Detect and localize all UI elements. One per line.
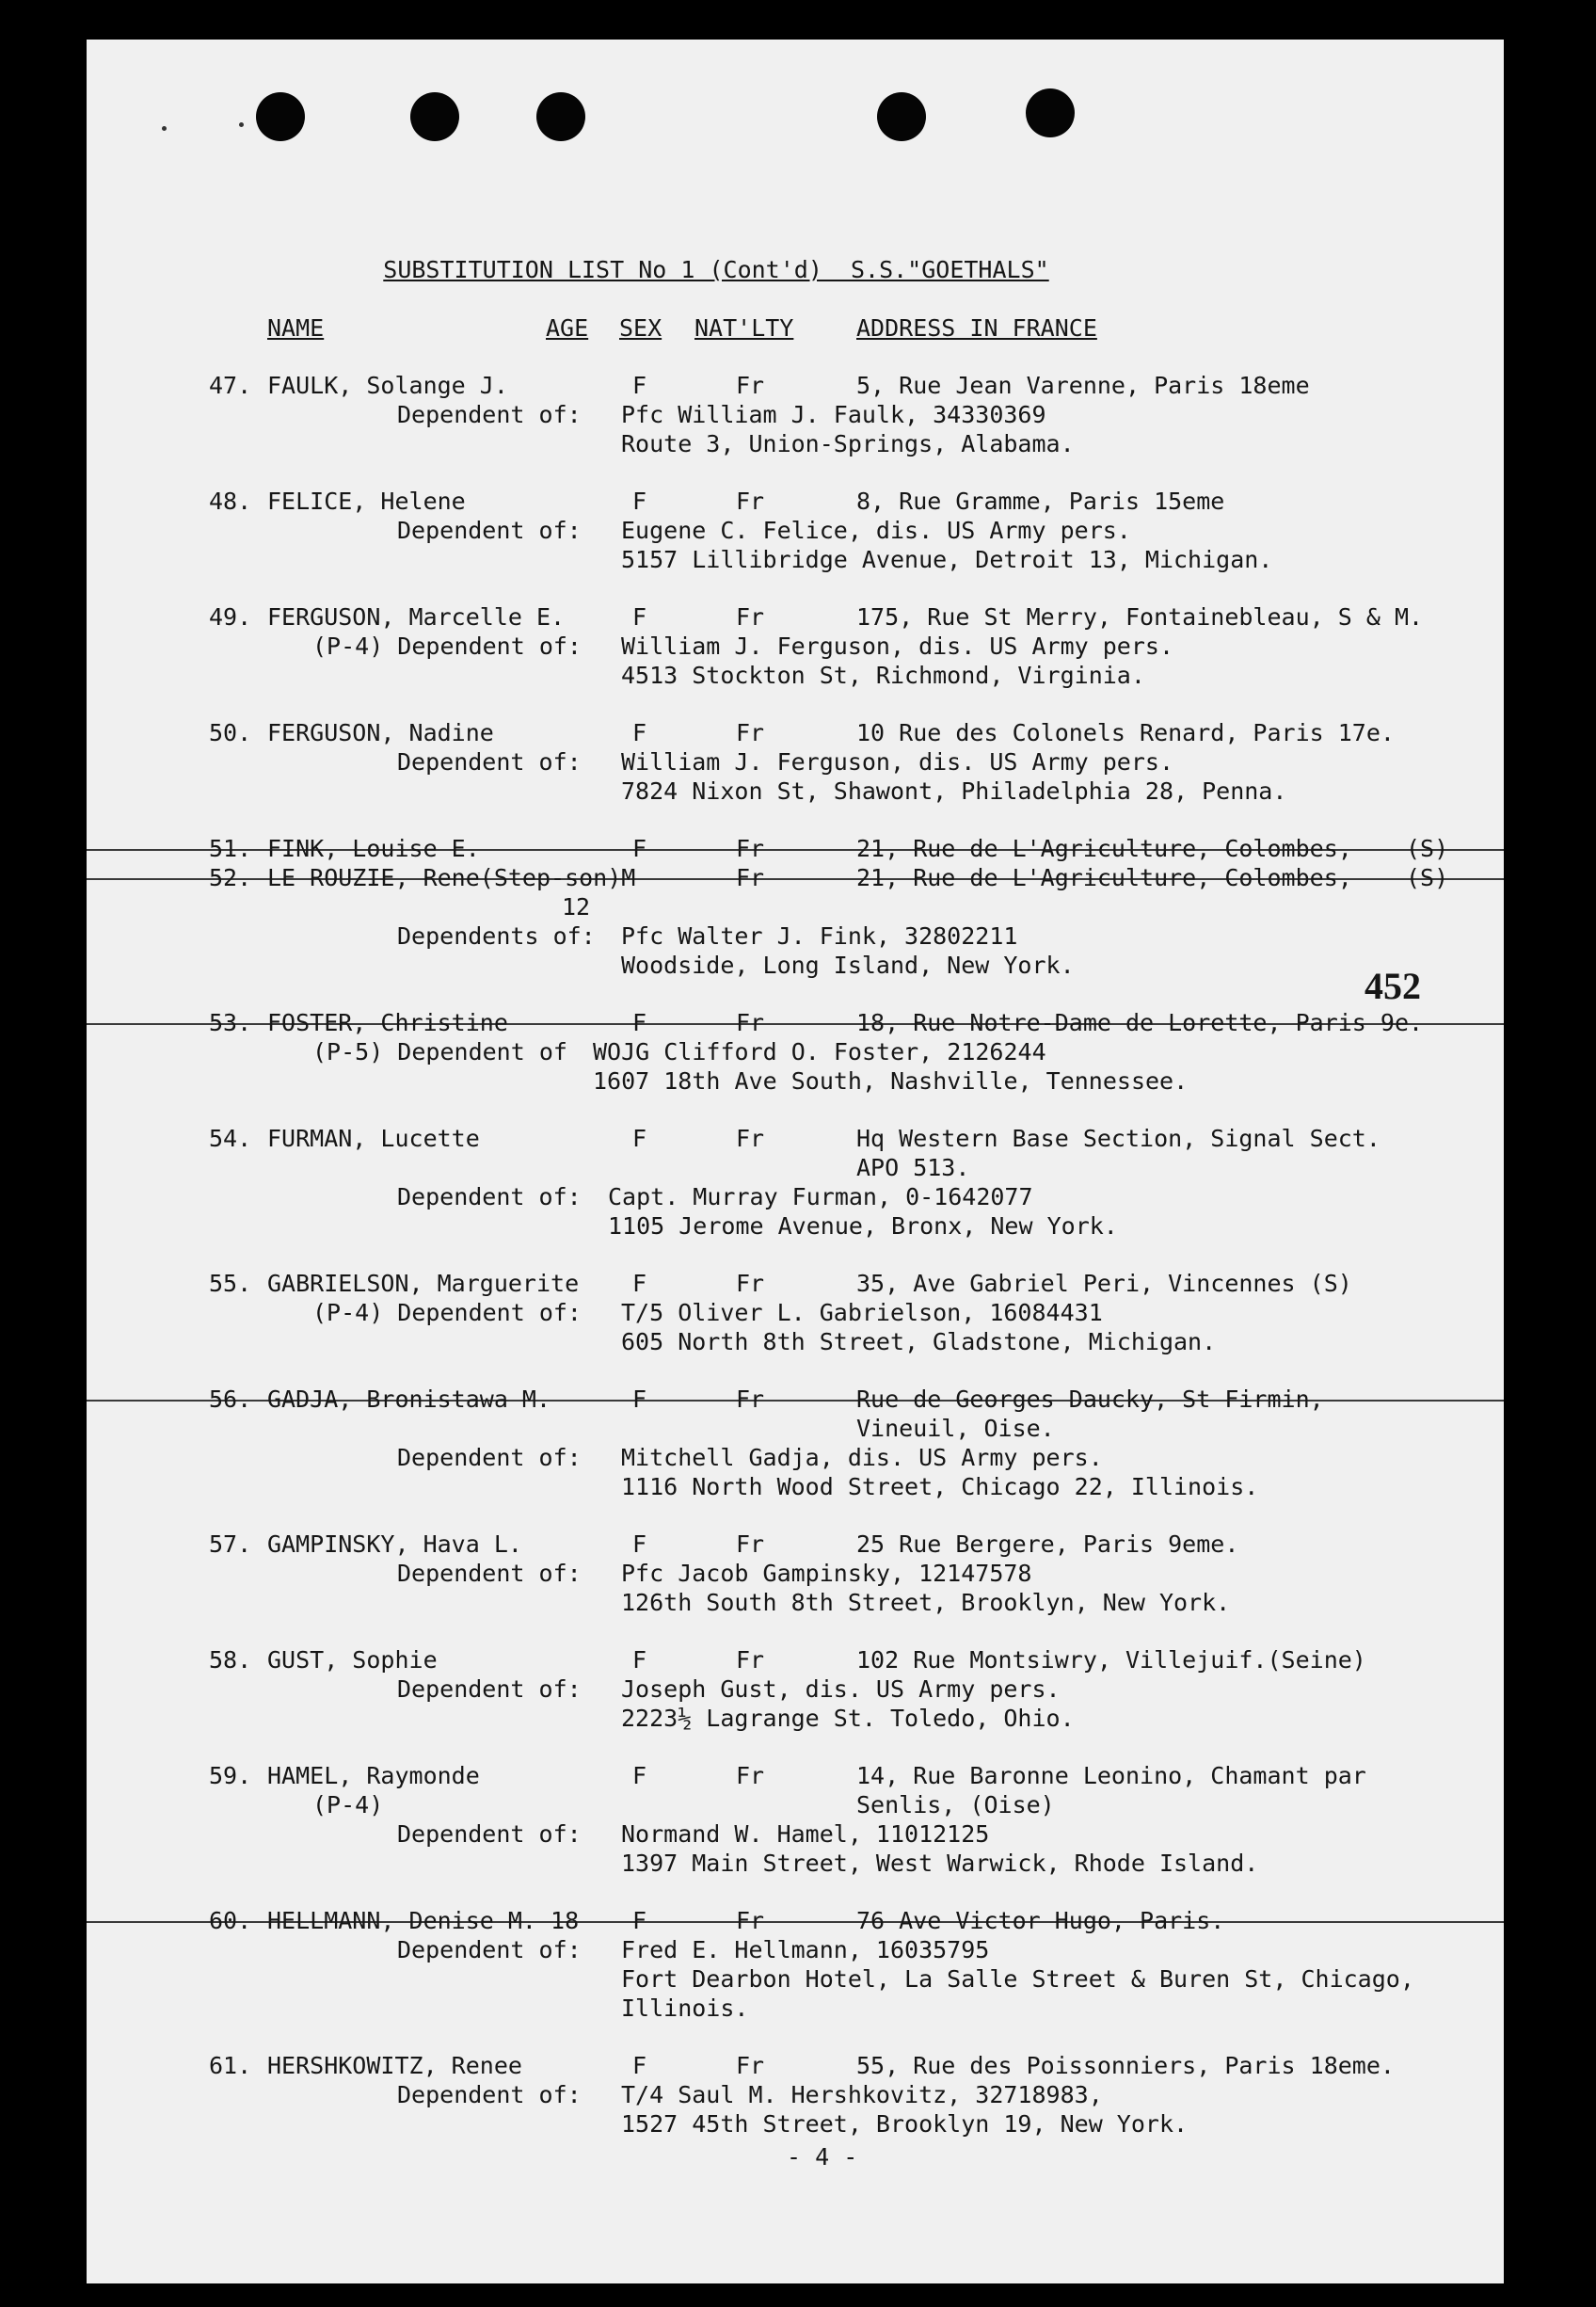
entry-nationality: Fr bbox=[736, 1386, 765, 1413]
dependent-label: Dependent of: bbox=[397, 1560, 582, 1587]
entry-address: 21, Rue de L'Agriculture, Colombes, bbox=[856, 835, 1352, 862]
entry-nationality: Fr bbox=[736, 372, 765, 399]
list-entry bbox=[87, 2051, 1504, 2139]
entry-sex: F bbox=[632, 488, 647, 515]
page-number: - 4 - bbox=[787, 2143, 858, 2171]
entry-designation: (P-4) bbox=[312, 1791, 384, 1818]
list-entry bbox=[87, 1008, 1504, 1096]
entry-address: 18, Rue Notre-Dame de Lorette, Paris 9e. bbox=[856, 1009, 1424, 1036]
entry-name: HAMEL, Raymonde bbox=[267, 1762, 480, 1789]
dependent-label: (P-4) Dependent of: bbox=[312, 1299, 582, 1326]
entry-address: 5, Rue Jean Varenne, Paris 18eme bbox=[856, 372, 1310, 399]
entry-sex: F bbox=[632, 719, 647, 746]
dependent-of: William J. Ferguson, dis. US Army pers. bbox=[621, 633, 1173, 660]
entry-number: 53. bbox=[209, 1009, 252, 1036]
dependent-of: Fred E. Hellmann, 16035795 bbox=[621, 1936, 990, 1963]
entry-address: 175, Rue St Merry, Fontainebleau, S & M. bbox=[856, 603, 1424, 631]
dependent-address: Route 3, Union-Springs, Alabama. bbox=[621, 430, 1075, 457]
entry-number: 48. bbox=[209, 488, 252, 515]
entry-address-continued: APO 513. bbox=[856, 1154, 970, 1181]
dependent-address: 5157 Lillibridge Avenue, Detroit 13, Michigan. bbox=[621, 546, 1273, 573]
dependent-label: Dependent of: bbox=[397, 517, 582, 544]
entry-name: FAULK, Solange J. bbox=[267, 372, 508, 399]
entry-number: 50. bbox=[209, 719, 252, 746]
dependent-address: Woodside, Long Island, New York. bbox=[621, 952, 1075, 979]
list-entry bbox=[87, 1645, 1504, 1733]
entry-nationality: Fr bbox=[736, 488, 765, 515]
dependent-of: Pfc Jacob Gampinsky, 12147578 bbox=[621, 1560, 1032, 1587]
list-entry bbox=[87, 371, 1504, 458]
entry-name: GAMPINSKY, Hava L. bbox=[267, 1530, 522, 1558]
entry-name: FELICE, Helene bbox=[267, 488, 466, 515]
dependent-address-continued: Illinois. bbox=[621, 1995, 749, 2022]
list-entry bbox=[87, 1906, 1504, 2023]
entry-nationality: Fr bbox=[736, 864, 765, 891]
entry-number: 49. bbox=[209, 603, 252, 631]
column-sex: SEX bbox=[619, 314, 662, 342]
entry-nationality: Fr bbox=[736, 1646, 765, 1674]
entry-number: 57. bbox=[209, 1530, 252, 1558]
dependent-of: Normand W. Hamel, 11012125 bbox=[621, 1820, 990, 1848]
entry-address-continued: Senlis, (Oise) bbox=[856, 1791, 1055, 1818]
dependent-label: (P-5) Dependent of bbox=[312, 1038, 567, 1065]
dependent-address: 2223½ Lagrange St. Toledo, Ohio. bbox=[621, 1705, 1075, 1732]
entry-number: 51. bbox=[209, 835, 252, 862]
dependent-address: 1527 45th Street, Brooklyn 19, New York. bbox=[621, 2110, 1189, 2138]
entry-nationality: Fr bbox=[736, 1125, 765, 1152]
entry-sex: F bbox=[632, 1009, 647, 1036]
list-entry bbox=[87, 1124, 1504, 1241]
dependent-label: Dependent of: bbox=[397, 401, 582, 428]
entry-nationality: Fr bbox=[736, 835, 765, 862]
list-entry bbox=[87, 1761, 1504, 1878]
punch-hole bbox=[256, 92, 305, 141]
punch-hole bbox=[877, 92, 926, 141]
dependent-of: Joseph Gust, dis. US Army pers. bbox=[621, 1675, 1061, 1703]
dependent-address: 126th South 8th Street, Brooklyn, New York. bbox=[621, 1589, 1231, 1616]
list-entry bbox=[87, 487, 1504, 574]
entry-address: 14, Rue Baronne Leonino, Chamant par bbox=[856, 1762, 1366, 1789]
entry-number: 59. bbox=[209, 1762, 252, 1789]
entry-number: 60. bbox=[209, 1907, 252, 1934]
column-name: NAME bbox=[267, 314, 325, 342]
dependent-label: Dependents of: bbox=[397, 922, 596, 950]
entry-sex: F bbox=[632, 1530, 647, 1558]
punch-hole bbox=[1026, 88, 1075, 137]
entry-name: GADJA, Bronistawa M. bbox=[267, 1386, 551, 1413]
dependent-address: Fort Dearbon Hotel, La Salle Street & Buren St, Chicago, bbox=[621, 1965, 1414, 1993]
entry-sex: F bbox=[632, 835, 647, 862]
entry-address: Hq Western Base Section, Signal Sect. bbox=[856, 1125, 1381, 1152]
entry-sex: F bbox=[632, 1270, 647, 1297]
entry-nationality: Fr bbox=[736, 2052, 765, 2079]
entry-address: 102 Rue Montsiwry, Villejuif.(Seine) bbox=[856, 1646, 1366, 1674]
entry-address: 25 Rue Bergere, Paris 9eme. bbox=[856, 1530, 1239, 1558]
entry-name: FERGUSON, Marcelle E. bbox=[267, 603, 566, 631]
document-page bbox=[87, 40, 1504, 2283]
list-entry bbox=[87, 1530, 1504, 1617]
entry-number: 52. bbox=[209, 864, 252, 891]
dependent-label: Dependent of: bbox=[397, 1444, 582, 1471]
entry-sex: F bbox=[632, 1386, 647, 1413]
entry-name: FINK, Louise E. bbox=[267, 835, 480, 862]
dependent-of: Capt. Murray Furman, 0-1642077 bbox=[608, 1183, 1033, 1210]
entry-name: FURMAN, Lucette bbox=[267, 1125, 480, 1152]
dependent-address: 7824 Nixon St, Shawont, Philadelphia 28, Penna. bbox=[621, 777, 1287, 805]
entry-sex: F bbox=[632, 1125, 647, 1152]
entry-sex: F bbox=[632, 1646, 647, 1674]
dependent-address: 1105 Jerome Avenue, Bronx, New York. bbox=[608, 1212, 1118, 1240]
entry-name: FOSTER, Christine bbox=[267, 1009, 508, 1036]
entry-age: 12 bbox=[562, 893, 591, 921]
entry-name: GUST, Sophie bbox=[267, 1646, 438, 1674]
entry-name: GABRIELSON, Marguerite bbox=[267, 1270, 580, 1297]
dependent-of: William J. Ferguson, dis. US Army pers. bbox=[621, 748, 1173, 776]
entry-number: 55. bbox=[209, 1270, 252, 1297]
entry-number: 56. bbox=[209, 1386, 252, 1413]
dependent-address: 605 North 8th Street, Gladstone, Michigan. bbox=[621, 1328, 1217, 1355]
dependent-address: 1397 Main Street, West Warwick, Rhode Island. bbox=[621, 1850, 1259, 1877]
entry-tag: (S) bbox=[1406, 835, 1449, 862]
speck bbox=[239, 122, 244, 127]
dependent-of: WOJG Clifford O. Foster, 2126244 bbox=[593, 1038, 1046, 1065]
list-entry bbox=[87, 602, 1504, 690]
entry-name: LE ROUZIE, Rene(Step-son)M bbox=[267, 864, 636, 891]
entry-nationality: Fr bbox=[736, 1530, 765, 1558]
column-age: AGE bbox=[546, 314, 589, 342]
entry-address: 55, Rue des Poissonniers, Paris 18eme. bbox=[856, 2052, 1395, 2079]
entry-name: FERGUSON, Nadine bbox=[267, 719, 494, 746]
speck bbox=[162, 126, 167, 131]
dependent-label: Dependent of: bbox=[397, 1675, 582, 1703]
dependent-address: 4513 Stockton St, Richmond, Virginia. bbox=[621, 662, 1145, 689]
entry-number: 47. bbox=[209, 372, 252, 399]
list-entry bbox=[87, 718, 1504, 806]
entry-address-continued: Vineuil, Oise. bbox=[856, 1415, 1055, 1442]
dependent-label: Dependent of: bbox=[397, 1183, 582, 1210]
list-entry bbox=[87, 834, 1504, 980]
punch-hole bbox=[536, 92, 585, 141]
punch-hole bbox=[410, 92, 459, 141]
dependent-label: Dependent of: bbox=[397, 748, 582, 776]
dependent-address: 1607 18th Ave South, Nashville, Tennessee. bbox=[593, 1067, 1189, 1095]
dependent-of: T/5 Oliver L. Gabrielson, 16084431 bbox=[621, 1299, 1103, 1326]
document-title: SUBSTITUTION LIST No 1 (Cont'd) S.S."GOETHALS" bbox=[383, 256, 1049, 283]
entry-sex: F bbox=[632, 372, 647, 399]
entry-address: 35, Ave Gabriel Peri, Vincennes (S) bbox=[856, 1270, 1352, 1297]
list-entry bbox=[87, 1269, 1504, 1356]
dependent-of: Eugene C. Felice, dis. US Army pers. bbox=[621, 517, 1131, 544]
entry-number: 61. bbox=[209, 2052, 252, 2079]
entry-number: 54. bbox=[209, 1125, 252, 1152]
dependent-label: Dependent of: bbox=[397, 1820, 582, 1848]
entry-nationality: Fr bbox=[736, 719, 765, 746]
dependent-label: Dependent of: bbox=[397, 2081, 582, 2108]
dependent-of: Mitchell Gadja, dis. US Army pers. bbox=[621, 1444, 1103, 1471]
entry-nationality: Fr bbox=[736, 603, 765, 631]
entry-tag: (S) bbox=[1406, 864, 1449, 891]
entry-address: Rue de Georges Daucky, St Firmin, bbox=[856, 1386, 1324, 1413]
entry-sex: F bbox=[632, 1907, 647, 1934]
entry-nationality: Fr bbox=[736, 1270, 765, 1297]
entry-nationality: Fr bbox=[736, 1762, 765, 1789]
stamp-number: 452 bbox=[1365, 965, 1421, 1007]
column-address: ADDRESS IN FRANCE bbox=[856, 314, 1097, 342]
entry-name: HELLMANN, Denise M. 18 bbox=[267, 1907, 580, 1934]
entry-list bbox=[87, 371, 1504, 2139]
entry-nationality: Fr bbox=[736, 1907, 765, 1934]
entry-nationality: Fr bbox=[736, 1009, 765, 1036]
entry-address: 76 Ave Victor Hugo, Paris. bbox=[856, 1907, 1225, 1934]
dependent-address: 1116 North Wood Street, Chicago 22, Illinois. bbox=[621, 1473, 1259, 1500]
entry-sex: F bbox=[632, 1762, 647, 1789]
entry-sex: F bbox=[632, 2052, 647, 2079]
entry-address: 21, Rue de L'Agriculture, Colombes, bbox=[856, 864, 1352, 891]
dependent-of: Pfc Walter J. Fink, 32802211 bbox=[621, 922, 1018, 950]
dependent-of: T/4 Saul M. Hershkovitz, 32718983, bbox=[621, 2081, 1103, 2108]
dependent-label: Dependent of: bbox=[397, 1936, 582, 1963]
list-entry bbox=[87, 1385, 1504, 1501]
entry-number: 58. bbox=[209, 1646, 252, 1674]
dependent-of: Pfc William J. Faulk, 34330369 bbox=[621, 401, 1046, 428]
entry-address: 8, Rue Gramme, Paris 15eme bbox=[856, 488, 1225, 515]
entry-name: HERSHKOWITZ, Renee bbox=[267, 2052, 522, 2079]
entry-sex: F bbox=[632, 603, 647, 631]
column-nationality: NAT'LTY bbox=[694, 314, 794, 342]
entry-address: 10 Rue des Colonels Renard, Paris 17e. bbox=[856, 719, 1395, 746]
dependent-label: (P-4) Dependent of: bbox=[312, 633, 582, 660]
